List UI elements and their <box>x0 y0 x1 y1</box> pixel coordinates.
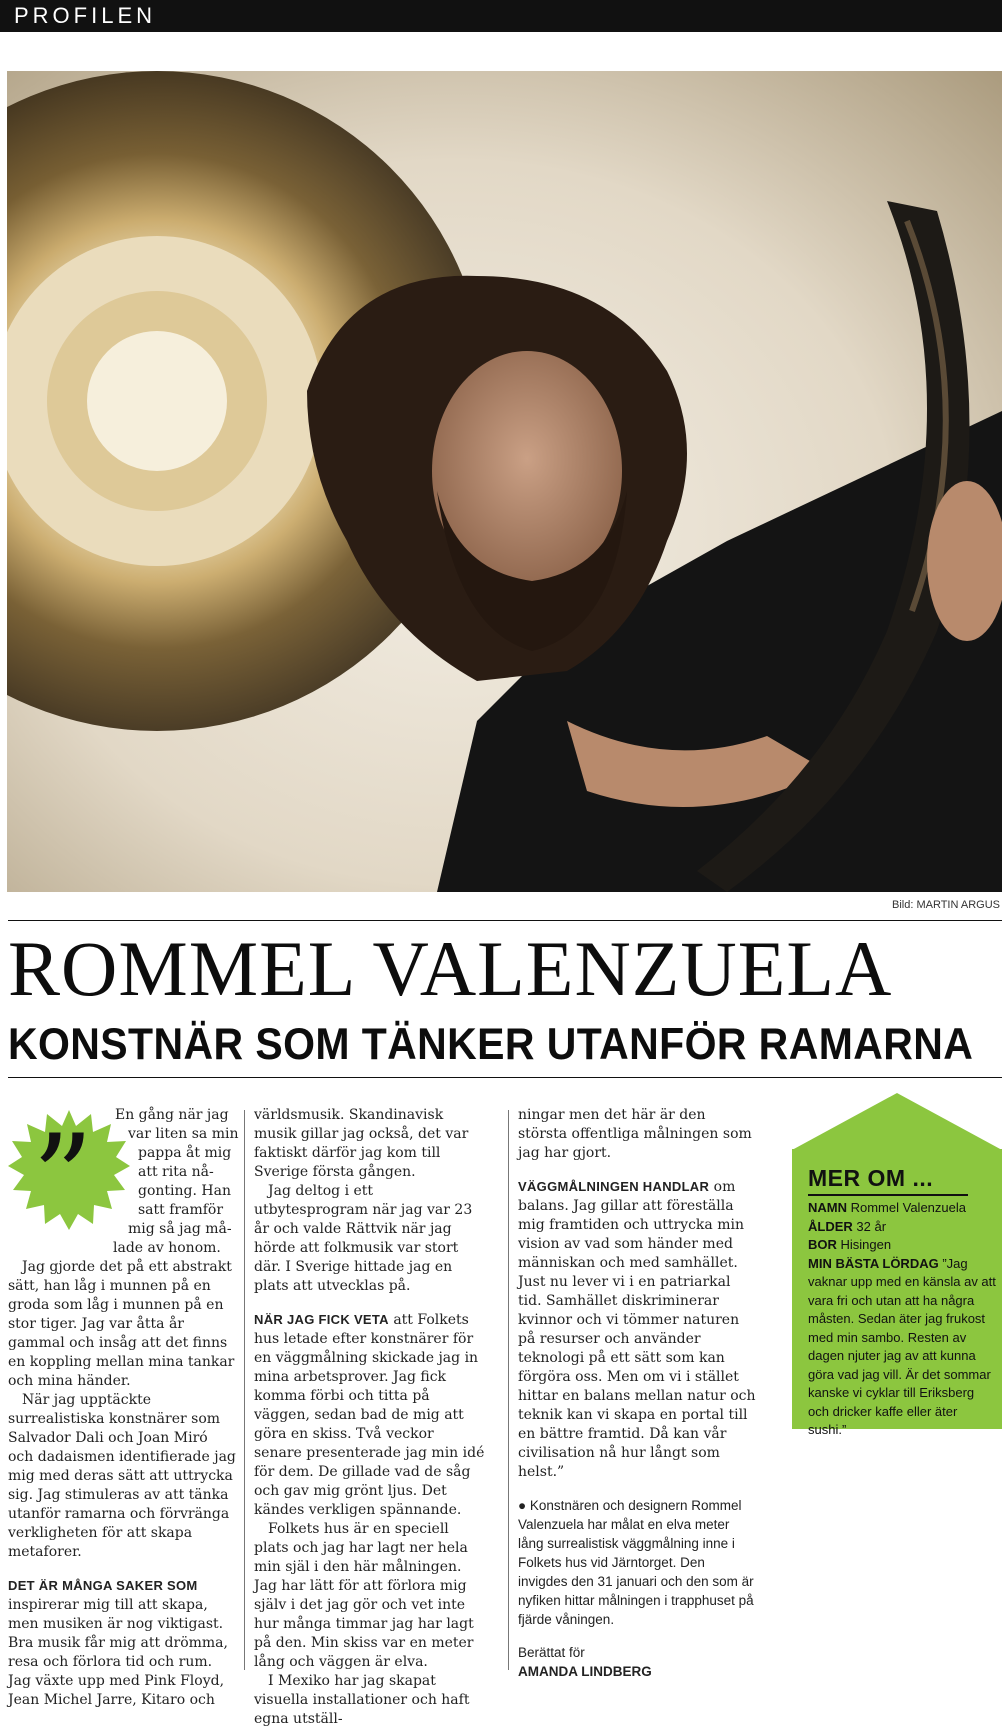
fact-value: Hisingen <box>836 1237 892 1252</box>
body-paragraph: världsmusik. Skandinavisk musik gillar jag också, det var faktiskt därför jag kom till Sverige första gången. <box>254 1107 469 1180</box>
fact-bor <box>808 1236 996 1255</box>
headline: ROMMEL VALENZUELA <box>8 925 893 1012</box>
fact-box-text <box>808 1199 996 1440</box>
body-paragraph: Folkets hus är en speciell plats och jag har lagt ner hela min själ i den här målningen. Jag har lätt för att förlora mig själv i det jag gör och vet inte hur många timmar jag har lagt på den. Min skiss var en meter lång och väggen är elva. <box>254 1521 474 1670</box>
fact-label: NAMN <box>808 1200 847 1215</box>
section-label: PROFILEN <box>14 3 157 28</box>
paragraph-lead: DET ÄR MÅNGA SAKER SOM <box>8 1578 198 1593</box>
paragraph-text: att Folkets hus letade efter konstnärer för en väggmålning skickade jag in mina arbetsprover. Jag fick komma förbi och titta på väggen, sedan bad de mig att göra en skiss. Två veckor senare presenterade jag min idé för dem. De gillade vad de såg och gav mig grönt ljus. Det kändes verkligen spännande. <box>254 1312 485 1518</box>
body-paragraph: Jag gjorde det på ett abstrakt sätt, han låg i munnen på en groda som låg i munnen på en stor tiger. Jag var åtta år gammal och insåg att det finns en koppling mellan mina tankar och mina händer. <box>8 1259 235 1389</box>
sidebar-roof <box>792 1093 1002 1150</box>
column-divider <box>508 1110 509 1670</box>
intro-line: mig så jag må- <box>128 1221 232 1237</box>
fact-box-title-rule <box>808 1194 968 1196</box>
portrait-photo <box>7 71 1002 892</box>
byline-name: AMANDA LINDBERG <box>518 1664 652 1679</box>
paragraph-lead: NÄR JAG FICK VETA <box>254 1312 389 1327</box>
intro-line: lade av honom. <box>113 1240 221 1256</box>
body-paragraph: När jag upptäckte surrealistiska konstnärer som Salvador Dali och Joan Miró och dadaismen identifierade jag mig med deras sätt att uttrycka sig. Jag stimuleras av att tänka utanför ramarna och förvränga verkligheten för att skapa metaforer. <box>8 1392 236 1560</box>
section-header-bar <box>0 0 1002 32</box>
body-paragraph <box>518 1177 758 1482</box>
intro-line: satt framför <box>138 1202 224 1218</box>
quote-mark-glyph: ” <box>32 1110 94 1230</box>
headline-bottom-rule <box>8 1077 1002 1078</box>
intro-line: En gång när jag <box>115 1107 229 1123</box>
fact-label: ÅLDER <box>808 1218 853 1234</box>
paragraph-text: inspirerar mig till att skapa, men musiken är nog viktigast. Bra musik får mig att drömma, resa och förlora tid och rum. Jag växte upp med Pink Floyd, Jean Michel Jarre, Kitaro och <box>8 1597 228 1708</box>
info-note: ● Konstnären och designern Rommel Valenzuela har målat en elva meter lång surrealistisk väggmålning inne i Folkets hus vid Järntorget. Den invigdes den 31 januari och den som är nyfiken hittar målningen i trapphuset på fjärde våningen. <box>518 1498 754 1627</box>
fact-value: 32 år <box>852 1218 887 1234</box>
fact-box-title: MER OM ... <box>808 1165 934 1191</box>
intro-line: att rita nå- <box>138 1164 214 1180</box>
article-column-1 <box>8 1258 236 1710</box>
intro-line: pappa åt mig <box>138 1145 232 1161</box>
body-paragraph <box>8 1576 236 1710</box>
fact-value: ”Jag vaknar upp med en känsla av att vara fri och utan att ha några måsten. Sedan äter jag frukost med min sambo. Resten av dagen njuter jag av att kunna göra vad jag vill. Är det sommar kanske vi cyklar till Eriksberg och dricker kaffe eller äter sushi.” <box>808 1255 996 1437</box>
quote-starburst <box>8 1108 130 1230</box>
fact-label: MIN BÄSTA LÖRDAG <box>808 1255 939 1271</box>
fact-alder <box>808 1218 996 1237</box>
subheadline: KONSTNÄR SOM TÄNKER UTANFÖR RAMARNA <box>8 1019 974 1069</box>
body-paragraph: Jag deltog i ett utbytesprogram när jag var 23 år och valde Rättvik när jag hörde att folkmusik var stort där. I Sverige hittade jag en plats att utvecklas på. <box>254 1183 473 1294</box>
body-paragraph: I Mexiko har jag skapat visuella installationer och haft egna utställ- <box>254 1673 470 1727</box>
article-column-2 <box>254 1106 485 1729</box>
body-paragraph <box>254 1310 485 1520</box>
fact-lordag <box>808 1255 996 1440</box>
fact-namn <box>808 1199 996 1218</box>
intro-line: var liten sa min <box>128 1126 239 1142</box>
photo-credit: Bild: MARTIN ARGUS <box>892 899 1000 911</box>
fact-value: Rommel Valenzuela <box>847 1200 966 1215</box>
byline-label: Berättat för <box>518 1645 585 1660</box>
paragraph-text: om balans. Jag gillar att föreställa mig framtiden och uttrycka min vision av vad som händer med människan och med samhället. Just nu lever vi i en patriarkal tid. Samhället diskriminerar kvinnor och vi tömmer naturen på resurser och använder teknologi på ett sätt som kan förgöra oss. Men om vi i stället hittar en balans mellan natur och teknik kan vi skapa en portal till en bättre framtid. Då kan vår civilisation nå hur långt som helst.” <box>518 1179 756 1480</box>
fact-label: BOR <box>808 1237 837 1252</box>
body-paragraph: ningar men det här är den största offentliga målningen som jag har gjort. <box>518 1107 752 1161</box>
headline-top-rule <box>8 920 1002 921</box>
intro-line: gonting. Han <box>138 1183 231 1199</box>
article-column-3 <box>518 1106 758 1681</box>
column-divider <box>244 1110 245 1670</box>
paragraph-lead: VÄGGMÅLNINGEN HANDLAR <box>518 1179 710 1194</box>
